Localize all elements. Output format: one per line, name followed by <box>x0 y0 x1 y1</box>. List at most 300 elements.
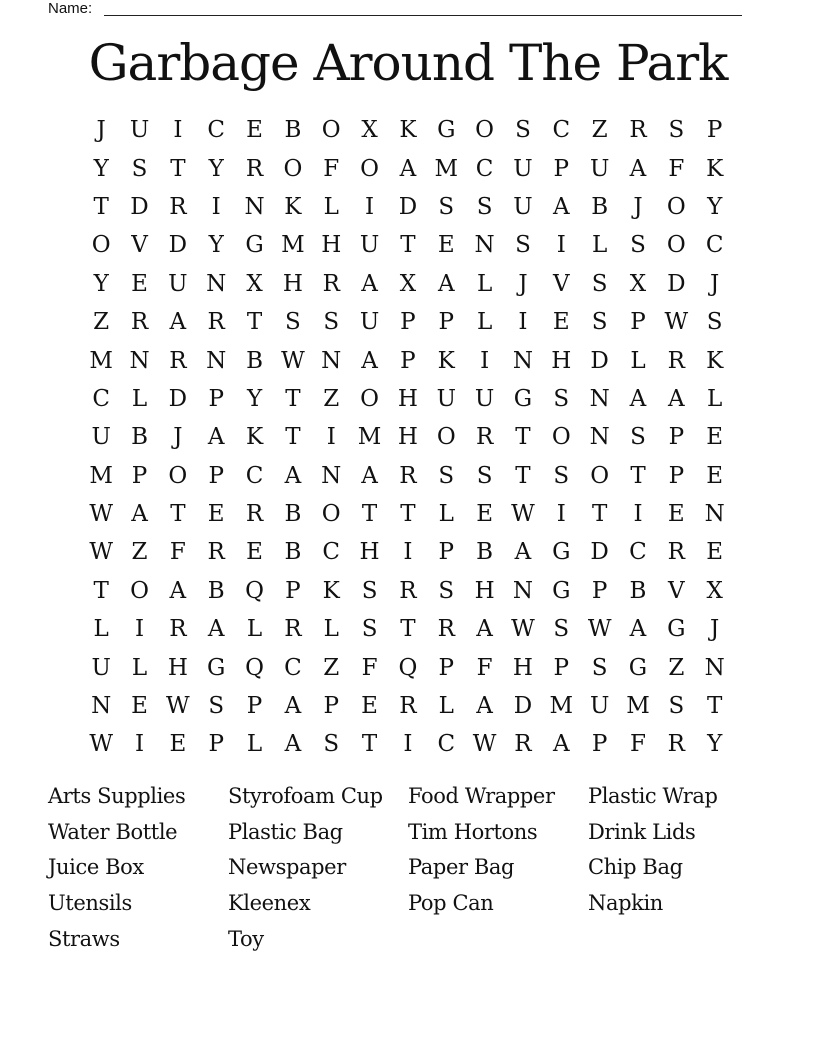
grid-letter: T <box>515 462 531 489</box>
grid-letter: W <box>511 501 535 528</box>
grid-letter: V <box>131 232 148 259</box>
grid-letter: N <box>91 693 112 720</box>
grid-letter: A <box>361 462 378 489</box>
grid-letter: D <box>590 539 609 566</box>
grid-letter: Y <box>208 155 224 182</box>
grid-letter: P <box>553 654 570 681</box>
word-list-row <box>48 778 788 814</box>
grid-letter: H <box>512 654 533 681</box>
grid-letter: C <box>322 539 341 566</box>
grid-letter: A <box>284 693 302 720</box>
grid-letter: I <box>365 193 375 220</box>
grid-letter: N <box>512 347 534 374</box>
word-list-item: Napkin <box>588 891 663 916</box>
grid-letter: N <box>206 270 227 297</box>
grid-letter: R <box>169 616 187 643</box>
grid-letter: I <box>518 309 528 336</box>
grid-letter: K <box>322 577 340 604</box>
grid-letter: S <box>668 693 685 720</box>
grid-letter: O <box>360 385 379 412</box>
grid-letter: F <box>630 731 646 758</box>
grid-letter: U <box>91 654 111 681</box>
grid-letter: X <box>399 270 417 297</box>
grid-letter: T <box>361 731 378 758</box>
grid-letter: S <box>553 462 570 489</box>
grid-letter: A <box>476 693 493 720</box>
grid-letter: U <box>513 193 533 220</box>
grid-letter: S <box>208 693 225 720</box>
word-list-item: Utensils <box>48 891 132 916</box>
word-list-item: Newspaper <box>228 855 346 880</box>
grid-letter: R <box>207 309 225 336</box>
grid-row <box>82 648 734 686</box>
word-list-item: Plastic Bag <box>228 819 343 844</box>
grid-letter: O <box>475 117 495 144</box>
grid-letter: I <box>173 117 183 144</box>
grid-letter: A <box>169 577 187 604</box>
grid-letter: N <box>321 347 342 374</box>
grid-letter: K <box>245 424 264 451</box>
grid-letter: F <box>361 654 378 681</box>
grid-letter: S <box>476 462 493 489</box>
grid-letter: S <box>285 309 301 336</box>
grid-letter: H <box>321 232 342 259</box>
grid-letter: D <box>590 347 609 374</box>
grid-letter: N <box>589 424 610 451</box>
grid-letter: C <box>245 462 264 489</box>
name-label: Name: <box>48 0 93 17</box>
grid-letter: U <box>359 309 380 336</box>
grid-letter: M <box>89 462 113 489</box>
grid-letter: Y <box>208 232 224 259</box>
grid-letter: L <box>131 385 148 412</box>
grid-letter: L <box>246 616 263 643</box>
grid-letter: D <box>398 193 418 220</box>
grid-letter: S <box>630 232 646 259</box>
grid-letter: H <box>282 270 303 297</box>
grid-letter: O <box>551 424 571 451</box>
word-list-item: Paper Bag <box>408 855 515 880</box>
grid-letter: S <box>323 731 340 758</box>
grid-letter: P <box>668 424 685 451</box>
grid-letter: Z <box>668 654 685 681</box>
grid-letter: W <box>664 309 689 336</box>
grid-letter: K <box>706 347 724 374</box>
grid-letter: W <box>281 347 305 374</box>
grid-letter: T <box>361 501 378 528</box>
grid-letter: G <box>207 654 226 681</box>
grid-letter: P <box>208 385 224 412</box>
grid-letter: A <box>361 347 378 374</box>
grid-letter: W <box>472 731 497 758</box>
grid-letter: I <box>134 616 145 643</box>
grid-letter: E <box>207 501 225 528</box>
grid-letter: A <box>169 309 187 336</box>
grid-row <box>82 418 734 456</box>
grid-letter: U <box>359 232 380 259</box>
grid-letter: Y <box>707 731 723 758</box>
grid-letter: X <box>629 270 647 297</box>
grid-letter: S <box>438 577 455 604</box>
grid-letter: Z <box>591 117 608 144</box>
grid-letter: X <box>361 117 378 144</box>
grid-row <box>82 341 734 379</box>
grid-letter: A <box>629 385 647 412</box>
grid-letter: J <box>710 616 720 643</box>
grid-letter: B <box>591 193 609 220</box>
grid-row <box>82 226 734 264</box>
grid-letter: D <box>168 385 188 412</box>
grid-letter: E <box>437 232 455 259</box>
grid-letter: W <box>587 616 612 643</box>
word-list-item: Styrofoam Cup <box>228 783 383 808</box>
grid-letter: O <box>666 232 686 259</box>
grid-letter: H <box>551 347 572 374</box>
grid-letter: A <box>207 424 225 451</box>
grid-letter: M <box>89 347 113 374</box>
grid-letter: Y <box>93 270 109 297</box>
grid-letter: X <box>246 270 263 297</box>
grid-letter: P <box>438 309 454 336</box>
grid-row <box>82 149 734 187</box>
grid-letter: R <box>399 577 417 604</box>
grid-letter: A <box>284 462 302 489</box>
grid-letter: P <box>591 731 608 758</box>
grid-letter: E <box>706 424 724 451</box>
grid-letter: U <box>129 117 150 144</box>
grid-letter: N <box>589 385 610 412</box>
grid-letter: N <box>206 347 227 374</box>
grid-letter: J <box>710 270 720 297</box>
grid-letter: U <box>474 385 495 412</box>
letter-grid <box>82 111 734 764</box>
grid-letter: S <box>630 424 646 451</box>
grid-letter: E <box>476 501 493 528</box>
grid-letter: S <box>438 462 455 489</box>
grid-letter: S <box>476 193 493 220</box>
grid-letter: E <box>169 731 187 758</box>
grid-letter: P <box>630 309 646 336</box>
grid-letter: S <box>323 309 340 336</box>
word-list-row <box>48 885 788 921</box>
grid-letter: A <box>514 539 532 566</box>
grid-letter: L <box>592 232 608 259</box>
grid-letter: N <box>129 347 150 374</box>
grid-letter: D <box>667 270 686 297</box>
grid-letter: M <box>434 155 459 182</box>
grid-letter: B <box>284 117 302 144</box>
grid-letter: H <box>474 577 495 604</box>
grid-letter: P <box>208 462 224 489</box>
grid-letter: F <box>668 155 685 182</box>
grid-letter: I <box>480 347 490 374</box>
grid-letter: E <box>246 117 263 144</box>
grid-letter: T <box>93 577 109 604</box>
grid-letter: I <box>211 193 221 220</box>
grid-letter: Q <box>245 577 264 604</box>
grid-letter: T <box>246 309 263 336</box>
grid-letter: T <box>400 616 416 643</box>
grid-letter: J <box>518 270 528 297</box>
grid-letter: H <box>397 424 418 451</box>
grid-letter: B <box>476 539 494 566</box>
grid-letter: R <box>399 462 417 489</box>
grid-letter: A <box>552 193 570 220</box>
grid-letter: C <box>284 654 302 681</box>
grid-letter: P <box>208 731 224 758</box>
word-list-item: Tim Hortons <box>408 819 538 844</box>
grid-letter: P <box>323 693 339 720</box>
grid-letter: F <box>169 539 186 566</box>
grid-letter: P <box>285 577 301 604</box>
grid-letter: V <box>668 577 685 604</box>
grid-row <box>82 495 734 533</box>
grid-letter: F <box>476 654 493 681</box>
grid-letter: T <box>630 462 646 489</box>
grid-letter: G <box>628 654 648 681</box>
grid-letter: R <box>130 309 149 336</box>
grid-letter: E <box>667 501 685 528</box>
grid-letter: Q <box>398 654 418 681</box>
grid-letter: Z <box>93 309 110 336</box>
grid-letter: B <box>246 347 263 374</box>
word-list-item: Kleenex <box>228 891 311 916</box>
grid-letter: E <box>361 693 378 720</box>
grid-letter: M <box>357 424 382 451</box>
grid-letter: Z <box>323 385 340 412</box>
grid-letter: L <box>630 347 646 374</box>
grid-letter: S <box>131 155 148 182</box>
grid-letter: B <box>131 424 148 451</box>
grid-letter: S <box>553 385 570 412</box>
grid-letter: O <box>436 424 456 451</box>
grid-row <box>82 725 734 763</box>
grid-letter: S <box>553 616 570 643</box>
grid-letter: A <box>284 731 302 758</box>
grid-letter: C <box>629 539 647 566</box>
name-write-line <box>104 15 742 16</box>
grid-letter: R <box>629 117 647 144</box>
grid-letter: L <box>476 270 493 297</box>
grid-letter: A <box>629 616 647 643</box>
grid-letter: O <box>590 462 610 489</box>
grid-letter: R <box>284 616 302 643</box>
grid-letter: R <box>207 539 225 566</box>
grid-letter: A <box>668 385 685 412</box>
grid-letter: R <box>514 731 532 758</box>
grid-letter: K <box>706 155 724 182</box>
grid-letter: Q <box>245 654 264 681</box>
grid-letter: W <box>166 693 190 720</box>
grid-letter: U <box>589 693 610 720</box>
grid-letter: R <box>667 731 685 758</box>
grid-letter: N <box>704 501 725 528</box>
grid-letter: O <box>321 501 341 528</box>
grid-letter: R <box>667 539 685 566</box>
word-list-item: Pop Can <box>408 891 494 916</box>
grid-letter: L <box>323 616 339 643</box>
grid-letter: O <box>666 193 686 220</box>
grid-letter: O <box>283 155 303 182</box>
grid-letter: U <box>168 270 188 297</box>
grid-letter: E <box>706 462 724 489</box>
grid-letter: D <box>513 693 533 720</box>
grid-letter: I <box>556 501 566 528</box>
word-list-row <box>48 921 788 957</box>
grid-letter: T <box>591 501 608 528</box>
grid-letter: V <box>552 270 570 297</box>
grid-letter: P <box>591 577 608 604</box>
grid-letter: T <box>285 385 301 412</box>
grid-letter: L <box>131 654 148 681</box>
grid-letter: P <box>400 309 416 336</box>
grid-letter: I <box>556 232 566 259</box>
grid-letter: C <box>552 117 571 144</box>
word-list-item: Straws <box>48 927 120 952</box>
grid-letter: S <box>438 193 455 220</box>
grid-letter: C <box>92 385 110 412</box>
grid-letter: T <box>515 424 531 451</box>
grid-letter: N <box>512 577 534 604</box>
grid-letter: C <box>207 117 225 144</box>
grid-letter: T <box>400 501 416 528</box>
word-list-item: Drink Lids <box>588 819 696 844</box>
page-title: Garbage Around The Park <box>88 34 728 92</box>
grid-letter: L <box>476 309 493 336</box>
grid-letter: A <box>629 155 647 182</box>
grid-letter: B <box>284 539 302 566</box>
grid-letter: N <box>321 462 342 489</box>
grid-letter: R <box>475 424 494 451</box>
grid-letter: B <box>207 577 225 604</box>
grid-letter: L <box>438 501 454 528</box>
grid-letter: S <box>668 117 685 144</box>
grid-row <box>82 533 734 571</box>
grid-letter: R <box>245 155 264 182</box>
grid-letter: B <box>284 501 302 528</box>
grid-letter: G <box>552 577 571 604</box>
grid-letter: U <box>91 424 111 451</box>
grid-row <box>82 265 734 303</box>
grid-letter: L <box>438 693 454 720</box>
grid-letter: R <box>437 616 455 643</box>
grid-row <box>82 111 734 149</box>
grid-letter: Z <box>131 539 148 566</box>
grid-letter: R <box>245 501 264 528</box>
grid-letter: T <box>400 232 416 259</box>
grid-letter: W <box>89 501 113 528</box>
grid-letter: R <box>399 693 417 720</box>
grid-letter: T <box>170 501 186 528</box>
word-list-item: Water Bottle <box>48 819 178 844</box>
grid-letter: E <box>552 309 570 336</box>
grid-letter: H <box>397 385 418 412</box>
grid-letter: A <box>476 616 493 643</box>
word-list-item: Juice Box <box>48 855 144 880</box>
grid-row <box>82 572 734 610</box>
grid-letter: E <box>246 539 263 566</box>
grid-letter: J <box>633 193 643 220</box>
grid-letter: C <box>475 155 494 182</box>
grid-letter: I <box>403 539 413 566</box>
grid-letter: R <box>667 347 685 374</box>
grid-letter: T <box>170 155 186 182</box>
grid-letter: R <box>169 193 187 220</box>
grid-letter: A <box>131 501 148 528</box>
grid-letter: D <box>130 193 149 220</box>
grid-letter: T <box>93 193 109 220</box>
grid-letter: C <box>437 731 456 758</box>
grid-letter: N <box>244 193 265 220</box>
grid-row <box>82 687 734 725</box>
grid-letter: P <box>438 654 454 681</box>
grid-letter: U <box>589 155 610 182</box>
grid-letter: N <box>474 232 495 259</box>
word-list-item: Plastic Wrap <box>588 783 718 808</box>
grid-letter: E <box>706 539 724 566</box>
grid-letter: R <box>322 270 340 297</box>
grid-letter: L <box>323 193 339 220</box>
grid-letter: A <box>207 616 225 643</box>
grid-letter: S <box>361 616 378 643</box>
grid-letter: Y <box>246 385 263 412</box>
grid-letter: S <box>591 270 608 297</box>
grid-letter: L <box>707 385 723 412</box>
grid-letter: I <box>403 731 413 758</box>
word-list-item: Toy <box>228 927 264 952</box>
word-list <box>48 778 788 957</box>
grid-letter: R <box>169 347 187 374</box>
word-list-item: Chip Bag <box>588 855 683 880</box>
grid-letter: I <box>134 731 145 758</box>
grid-letter: B <box>629 577 647 604</box>
word-list-row <box>48 814 788 850</box>
grid-letter: L <box>93 616 109 643</box>
grid-letter: C <box>705 232 724 259</box>
grid-letter: U <box>513 155 533 182</box>
grid-letter: L <box>246 731 263 758</box>
grid-row <box>82 610 734 648</box>
grid-row <box>82 380 734 418</box>
grid-letter: P <box>246 693 263 720</box>
word-list-row <box>48 850 788 886</box>
word-list-item: Arts Supplies <box>48 783 186 808</box>
grid-letter: E <box>131 270 148 297</box>
grid-letter: F <box>323 155 340 182</box>
grid-letter: K <box>437 347 455 374</box>
grid-letter: A <box>361 270 378 297</box>
grid-letter: A <box>552 731 570 758</box>
grid-letter: E <box>131 693 148 720</box>
grid-letter: P <box>668 462 685 489</box>
grid-letter: M <box>626 693 650 720</box>
grid-letter: I <box>633 501 643 528</box>
grid-letter: S <box>591 654 608 681</box>
grid-letter: O <box>91 232 111 259</box>
grid-letter: G <box>513 385 533 412</box>
grid-letter: W <box>89 539 113 566</box>
grid-letter: M <box>549 693 574 720</box>
grid-letter: W <box>89 731 113 758</box>
grid-letter: H <box>167 654 188 681</box>
grid-letter: J <box>173 424 183 451</box>
grid-letter: D <box>168 232 188 259</box>
grid-letter: I <box>326 424 336 451</box>
grid-letter: N <box>704 654 725 681</box>
grid-letter: P <box>438 539 454 566</box>
grid-letter: U <box>436 385 456 412</box>
grid-letter: T <box>707 693 723 720</box>
